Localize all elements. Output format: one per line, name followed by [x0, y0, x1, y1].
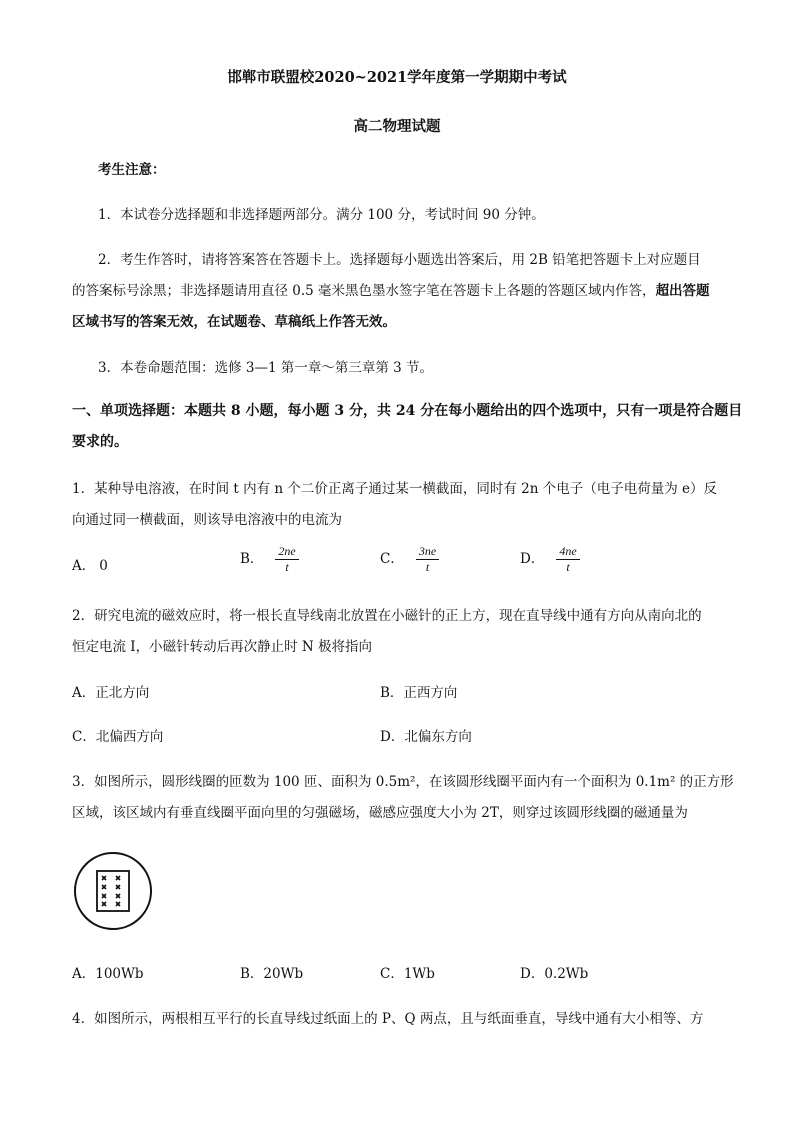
q1-option-a-value: 0 [99, 558, 108, 574]
q2-option-c: C．北偏西方向 [72, 729, 164, 745]
circular-coil [75, 853, 151, 929]
q1-option-d-denominator: t [566, 560, 570, 574]
q2-option-d: D．北偏东方向 [380, 729, 472, 745]
notice-item-3: 3．本卷命题范围：选修 3—1 第一章～第三章第 3 节。 [98, 360, 434, 376]
q3-stem-line1: 3．如图所示，圆形线圈的匝数为 100 匝、面积为 0.5m²，在该圆形线圈平面内有一个面积为 0.1m² 的正方形 [72, 774, 734, 790]
q1-option-b-denominator: t [285, 560, 289, 574]
notice-item-2-line1: 2．考生作答时，请将答案答在答题卡上。选择题每小题选出答案后，用 2B 铅笔把答题卡上对应题目 [98, 252, 701, 268]
exam-title: 邯郸市联盟校2020~2021学年度第一学期期中考试 [227, 69, 567, 86]
notice-item-2-text: 的答案标号涂黑；非选择题请用直径 0.5 毫米黑色墨水签字笔在答题卡上各题的答题区域内作答， [72, 283, 656, 299]
q1-option-b-label: B． [240, 551, 264, 567]
q4-stem-line1: 4．如图所示，两根相互平行的长直导线过纸面上的 P、Q 两点，且与纸面垂直，导线中通有大小相等、方 [72, 1011, 704, 1027]
q1-option-a-label: A． [72, 558, 96, 574]
section-heading-line1: 一、单项选择题：本题共 8 小题，每小题 3 分，共 24 分在每小题给出的四个选项中，只有一项是符合题目 [72, 403, 743, 419]
magnetic-field-into-page-marks [102, 876, 120, 906]
q1-stem-line1: 1．某种导电溶液，在时间 t 内有 n 个二价正离子通过某一横截面，同时有 2n 个电子（电子电荷量为 e）反 [72, 481, 718, 497]
q1-option-d-fraction [556, 544, 579, 575]
q1-option-d-label: D． [520, 551, 545, 567]
q1-option-d [520, 544, 580, 575]
notice-item-2-line3: 区域书写的答案无效，在试题卷、草稿纸上作答无效。 [72, 314, 396, 330]
notice-heading: 考生注意： [98, 162, 166, 178]
q1-option-c-fraction [416, 544, 439, 575]
q1-option-b-numerator: 2ne [275, 544, 298, 560]
q2-option-b: B．正西方向 [380, 685, 458, 701]
q2-stem-line2: 恒定电流 I，小磁针转动后再次静止时 N 极将指向 [72, 639, 373, 655]
notice-item-2-line2 [72, 279, 710, 299]
q3-option-a: A．100Wb [72, 966, 144, 982]
q3-option-b: B．20Wb [240, 966, 304, 982]
q1-option-c [380, 544, 439, 575]
q2-option-a: A．正北方向 [72, 685, 150, 701]
q1-option-d-numerator: 4ne [556, 544, 579, 560]
section-heading-line2: 要求的。 [72, 434, 128, 450]
exam-subtitle: 高二物理试题 [353, 118, 441, 135]
q1-option-c-denominator: t [425, 560, 430, 574]
q1-option-a [72, 554, 108, 574]
q3-stem-line2: 区域，该区域内有垂直线圈平面向里的匀强磁场，磁感应强度大小为 2T，则穿过该圆形线圈的磁通量为 [72, 805, 688, 821]
q1-option-c-label: C． [380, 551, 404, 567]
q1-option-b-fraction [275, 544, 298, 575]
q2-stem-line1: 2．研究电流的磁效应时，将一根长直导线南北放置在小磁针的正上方，现在直导线中通有方向从南向北的 [72, 608, 702, 624]
notice-item-2-bold: 超出答题 [655, 283, 710, 299]
square-field-region [97, 871, 129, 911]
q3-option-c: C．1Wb [380, 966, 435, 982]
q3-option-d: D．0.2Wb [520, 966, 589, 982]
q1-stem-line2: 向通过同一横截面，则该导电溶液中的电流为 [72, 512, 342, 528]
coil-diagram [72, 850, 154, 932]
q1-option-c-numerator: 3ne [416, 544, 439, 560]
q1-option-b [240, 544, 299, 575]
notice-item-1: 1．本试卷分选择题和非选择题两部分。满分 100 分，考试时间 90 分钟。 [98, 207, 545, 223]
